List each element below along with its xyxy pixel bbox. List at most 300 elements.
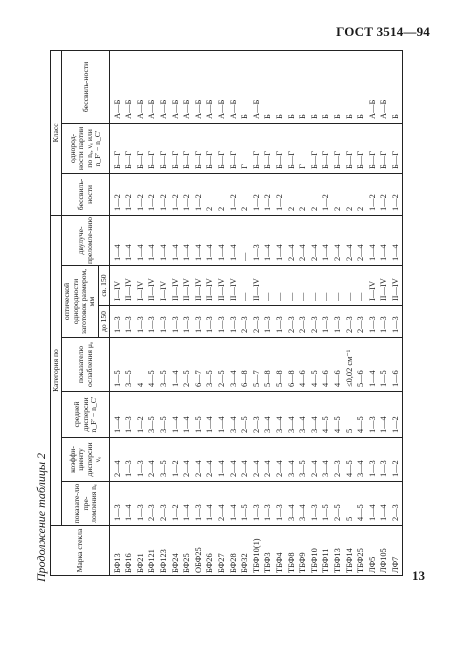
table-cell: II—IV xyxy=(379,266,391,306)
table-cell: — xyxy=(286,266,298,306)
table-cell: Б—Г xyxy=(356,123,368,173)
document-code: ГОСТ 3514—94 xyxy=(336,24,430,39)
table-cell: 1—2 xyxy=(390,438,402,482)
table-cell: 1—4 xyxy=(170,338,182,392)
table-cell: 4—6 xyxy=(332,338,344,392)
col-group-opt-homog: оптической однородности заготовок размером, мм xyxy=(62,266,98,338)
col-header-brand: Марка стекла xyxy=(51,526,110,576)
table-cell: 1—5 xyxy=(321,482,333,526)
table-cell: 1—3 xyxy=(274,482,286,526)
table-cell: 1—4 xyxy=(216,392,228,438)
table-cell: 1—3 xyxy=(321,306,333,338)
table-cell: I—IV xyxy=(135,266,147,306)
table-cell: 1—3 xyxy=(147,306,159,338)
table-cell: 1—2 xyxy=(170,482,182,526)
table-cell: 1—4 xyxy=(379,392,391,438)
table-cell: 2—3 xyxy=(344,306,356,338)
table-cell: А—Б xyxy=(367,50,379,123)
table-cell: Б—Г xyxy=(158,123,170,173)
table-cell: — xyxy=(332,266,344,306)
table-cell: 2—4 xyxy=(274,438,286,482)
table-row xyxy=(240,50,252,575)
table-row xyxy=(170,50,182,575)
table-cell: 1—3 xyxy=(251,215,263,265)
table-cell: 1—2 xyxy=(390,173,402,215)
table-row xyxy=(367,50,379,575)
table-cell: 1—3 xyxy=(135,482,147,526)
glass-category-table xyxy=(50,50,403,576)
table-cell: 2—4 xyxy=(193,438,205,482)
table-cell: 4—6 xyxy=(298,338,310,392)
table-cell: 1—2 xyxy=(263,173,275,215)
table-cell: 2—4 xyxy=(286,215,298,265)
table-cell: 4—5 xyxy=(147,338,159,392)
table-cell: — xyxy=(321,266,333,306)
table-row xyxy=(158,50,170,575)
table-cell: 1—4 xyxy=(205,482,217,526)
table-cell: — xyxy=(240,215,252,265)
table-cell: 1—3 xyxy=(251,482,263,526)
table-cell: 1—2 xyxy=(367,173,379,215)
table-cell: 3—4 xyxy=(228,338,240,392)
col-header-refr-index: показате-лю пре-ломления nₑ xyxy=(62,482,110,526)
table-cell: 1—4 xyxy=(205,392,217,438)
table-cell: 2—3 xyxy=(158,482,170,526)
table-cell: Б xyxy=(274,50,286,123)
table-cell: 1—3 xyxy=(182,306,194,338)
table-cell: II—IV xyxy=(251,266,263,306)
page-number: 13 xyxy=(412,568,425,583)
table-cell: Б—Г xyxy=(110,123,124,173)
table-cell: 1—2 xyxy=(321,173,333,215)
table-cell: 6—8 xyxy=(286,338,298,392)
table-cell: 4 xyxy=(135,338,147,392)
glass-brand-cell: ЛФ7 xyxy=(390,526,402,576)
table-cell: 1—4 xyxy=(147,215,159,265)
glass-brand-cell: БФ25 xyxy=(182,526,194,576)
table-cell: Б—Г xyxy=(193,123,205,173)
glass-brand-cell: БФ28 xyxy=(228,526,240,576)
col-header-attenuation: показателю ослабления μₐ xyxy=(62,338,110,392)
table-row xyxy=(182,50,194,575)
table-cell: — xyxy=(309,266,321,306)
table-cell: 2—4 xyxy=(182,438,194,482)
table-cell: II—IV xyxy=(170,266,182,306)
table-cell: 1—2 xyxy=(274,173,286,215)
table-row xyxy=(390,50,402,575)
col-header-over150: св. 150 xyxy=(98,266,109,306)
glass-brand-cell: БФ26 xyxy=(205,526,217,576)
table-cell: 1—2 xyxy=(170,438,182,482)
table-cell: 2—4 xyxy=(110,438,124,482)
table-cell: 2—4 xyxy=(228,438,240,482)
table-cell: 2 xyxy=(309,173,321,215)
table-cell: 2—4 xyxy=(216,482,228,526)
table-cell: 2—3 xyxy=(356,306,368,338)
table-cell: — xyxy=(274,266,286,306)
table-cell: 1—3 xyxy=(135,438,147,482)
glass-brand-cell: ТБФ11 xyxy=(321,526,333,576)
table-cell: II—IV xyxy=(124,266,136,306)
table-cell: 1—4 xyxy=(110,392,124,438)
table-cell: Г xyxy=(298,123,310,173)
table-cell: А—Б xyxy=(170,50,182,123)
table-cell: А—Б xyxy=(228,50,240,123)
table-cell: — xyxy=(356,266,368,306)
table-row xyxy=(216,50,228,575)
table-cell: 5—8 xyxy=(263,338,275,392)
table-row xyxy=(274,50,286,575)
table-cell: 1—3 xyxy=(158,306,170,338)
table-cell: 2 xyxy=(356,173,368,215)
table-cell: 2—4 xyxy=(356,215,368,265)
glass-brand-cell: ТБФ3 xyxy=(263,526,275,576)
table-cell: II—IV xyxy=(182,266,194,306)
table-cell: 1—3 xyxy=(228,306,240,338)
table-cell: 1—4 xyxy=(216,215,228,265)
table-cell: 3—5 xyxy=(158,338,170,392)
table-cell: 3—5 xyxy=(158,438,170,482)
table-cell: 1—2 xyxy=(379,173,391,215)
table-row xyxy=(332,50,344,575)
table-cell: 1—4 xyxy=(135,215,147,265)
table-cell: А—Б xyxy=(110,50,124,123)
col-header-bubbles-class: бессвиль-ности xyxy=(62,50,110,123)
glass-brand-cell: БФ32 xyxy=(240,526,252,576)
table-cell: 1—4 xyxy=(170,215,182,265)
table-row xyxy=(321,50,333,575)
table-cell: II—IV xyxy=(205,266,217,306)
table-cell: 1—4 xyxy=(367,338,379,392)
glass-brand-cell: БФ24 xyxy=(170,526,182,576)
table-cell: 1—4 xyxy=(228,215,240,265)
table-cell: 1—4 xyxy=(390,215,402,265)
table-cell: 3—4 xyxy=(286,482,298,526)
table-cell: 3—4 xyxy=(298,482,310,526)
table-cell: 2—5 xyxy=(240,392,252,438)
table-cell: I—IV xyxy=(158,266,170,306)
glass-brand-cell: ТБФ13 xyxy=(332,526,344,576)
glass-brand-cell: ТБФ10 xyxy=(309,526,321,576)
table-cell: 2 xyxy=(205,173,217,215)
table-cell: 2—3 xyxy=(251,392,263,438)
glass-brand-cell: ЛФ105 xyxy=(379,526,391,576)
table-cell: А—Б xyxy=(216,50,228,123)
table-row xyxy=(263,50,275,575)
table-row xyxy=(110,50,124,575)
glass-brand-cell: ТБФ9 xyxy=(298,526,310,576)
table-cell: 1—2 xyxy=(182,173,194,215)
col-header-birefringence: двулуче-преломле-нию xyxy=(62,215,110,265)
table-cell: 1—4 xyxy=(182,482,194,526)
table-cell: 1—2 xyxy=(251,173,263,215)
table-cell: 1—3 xyxy=(263,306,275,338)
table-cell: 3—5 xyxy=(298,438,310,482)
table-cell: 3—4 xyxy=(286,392,298,438)
table-cell: 1—4 xyxy=(170,392,182,438)
table-cell: 1—2 xyxy=(124,173,136,215)
table-row xyxy=(124,50,136,575)
table-cell: 2—3 xyxy=(286,306,298,338)
table-cell: 4—5 xyxy=(321,392,333,438)
glass-brand-cell: ТБФ25 xyxy=(356,526,368,576)
table-cell: 3—5 xyxy=(205,338,217,392)
table-cell: 2 xyxy=(332,173,344,215)
table-cell: 1—3 xyxy=(367,438,379,482)
table-cell: Б—Г xyxy=(124,123,136,173)
table-cell: 1—4 xyxy=(124,482,136,526)
table-cell: 2—4 xyxy=(309,215,321,265)
table-cell: Б—Г xyxy=(182,123,194,173)
table-cell: Б—Г xyxy=(135,123,147,173)
table-cell: Г xyxy=(240,123,252,173)
table-cell: 3—4 xyxy=(263,392,275,438)
table-cell: 4—5 xyxy=(356,482,368,526)
table-cell: А—Б xyxy=(147,50,159,123)
table-cell: Б xyxy=(298,50,310,123)
table-row xyxy=(379,50,391,575)
table-cell: А—Б xyxy=(124,50,136,123)
table-cell: Б—Г xyxy=(379,123,391,173)
col-header-mean-disp: средней дисперсии n_F′ − n_C′ xyxy=(62,392,110,438)
table-cell: 1—4 xyxy=(321,215,333,265)
table-cell: 1—5 xyxy=(379,338,391,392)
table-cell: 1—4 xyxy=(158,215,170,265)
table-cell: 2—4 xyxy=(309,438,321,482)
table-cell: 1—4 xyxy=(379,215,391,265)
table-cell: А—Б xyxy=(193,50,205,123)
table-continuation-caption: Продолжение таблицы 2 xyxy=(34,452,48,582)
table-cell: 1—4 xyxy=(228,482,240,526)
table-row xyxy=(309,50,321,575)
table-cell: 3—5 xyxy=(158,392,170,438)
table-cell: Б xyxy=(263,50,275,123)
table-cell: 3—5 xyxy=(124,338,136,392)
table-cell: 1—2 xyxy=(170,173,182,215)
table-cell: 1—3 xyxy=(216,306,228,338)
glass-brand-cell: БФ13 xyxy=(110,526,124,576)
table-cell: 1—5 xyxy=(110,338,124,392)
table-row xyxy=(286,50,298,575)
table-cell: — xyxy=(344,266,356,306)
table-cell: 2 xyxy=(344,173,356,215)
table-cell: 1—4 xyxy=(193,215,205,265)
table-cell: 1—3 xyxy=(110,306,124,338)
table-cell: 2—4 xyxy=(251,438,263,482)
table-cell: 1—4 xyxy=(263,215,275,265)
table-cell: — xyxy=(263,266,275,306)
table-cell: 5—6 xyxy=(356,338,368,392)
table-cell: 1—3 xyxy=(124,306,136,338)
table-row xyxy=(298,50,310,575)
table-cell: 1—2 xyxy=(193,173,205,215)
table-cell: II—IV xyxy=(147,266,159,306)
glass-brand-cell: ТБФ14 xyxy=(344,526,356,576)
table-cell: 1—4 xyxy=(124,215,136,265)
table-cell: Б xyxy=(332,50,344,123)
table-cell: 1—2 xyxy=(135,392,147,438)
table-cell: 1—5 xyxy=(240,482,252,526)
table-cell: 1—3 xyxy=(124,438,136,482)
table-cell: 2 xyxy=(286,173,298,215)
table-cell: 5—8 xyxy=(274,338,286,392)
table-cell: 4—5 xyxy=(344,438,356,482)
table-cell: 1—3 xyxy=(110,482,124,526)
table-cell: 2—5 xyxy=(216,338,228,392)
table-cell: 1—3 xyxy=(170,306,182,338)
table-cell: Б—Г xyxy=(216,123,228,173)
table-cell: 2—3 xyxy=(251,306,263,338)
table-cell: Б xyxy=(321,50,333,123)
table-cell: 1—4 xyxy=(182,215,194,265)
table-cell: 1—4 xyxy=(367,215,379,265)
table-cell: 2—5 xyxy=(182,338,194,392)
col-header-bubbles: бессвиль-ности xyxy=(62,173,110,215)
table-cell: 1—2 xyxy=(135,173,147,215)
table-row xyxy=(135,50,147,575)
glass-brand-cell: ТБФ4 xyxy=(274,526,286,576)
table-cell: Б—Г xyxy=(344,123,356,173)
table-cell: 1—3 xyxy=(332,306,344,338)
glass-brand-cell: БФ123 xyxy=(158,526,170,576)
table-cell: 2—4 xyxy=(344,215,356,265)
table-cell: Б—Г xyxy=(263,123,275,173)
table-row xyxy=(356,50,368,575)
table-cell: 3—5 xyxy=(147,392,159,438)
table-cell: Б—Г xyxy=(205,123,217,173)
table-cell: А—Б xyxy=(205,50,217,123)
table-cell: 1—4 xyxy=(367,482,379,526)
table-cell: 2—3 xyxy=(147,482,159,526)
table-cell: 4—5 xyxy=(332,392,344,438)
table-cell: 5 xyxy=(344,392,356,438)
table-cell: А—Б xyxy=(158,50,170,123)
table-cell: 2 xyxy=(298,173,310,215)
table-cell: 1—3 xyxy=(379,438,391,482)
table-cell: 4—5 xyxy=(309,338,321,392)
table-cell: 6—7 xyxy=(193,338,205,392)
table-cell: 1—3 xyxy=(367,306,379,338)
table-cell: 1—3 xyxy=(367,392,379,438)
table-cell: 1—3 xyxy=(263,482,275,526)
table-cell: 3—4 xyxy=(286,438,298,482)
table-cell: 1—4 xyxy=(379,482,391,526)
table-cell: 1—3 xyxy=(205,306,217,338)
table-cell: I—IV xyxy=(367,266,379,306)
table-cell: 1—4 xyxy=(216,438,228,482)
table-cell: Б—Г xyxy=(286,123,298,173)
table-cell: II—IV xyxy=(193,266,205,306)
table-cell: 5 xyxy=(344,482,356,526)
table-cell: А—Б xyxy=(379,50,391,123)
table-cell: 1—5 xyxy=(193,392,205,438)
table-cell: 1—4 xyxy=(274,215,286,265)
table-cell: Б xyxy=(309,50,321,123)
table-cell: 4—5 xyxy=(356,392,368,438)
table-cell: II—IV xyxy=(228,266,240,306)
glass-brand-cell: ТБФ10(1) xyxy=(251,526,263,576)
table-cell: 3—4 xyxy=(309,392,321,438)
table-cell: 2—3 xyxy=(332,438,344,482)
table-row xyxy=(251,50,263,575)
glass-brand-cell: ТБФ8 xyxy=(286,526,298,576)
table-cell: II—IV xyxy=(390,266,402,306)
table-cell: 2 xyxy=(240,173,252,215)
table-cell: 3—4 xyxy=(274,392,286,438)
table-cell: 2—3 xyxy=(390,482,402,526)
table-cell: 6—8 xyxy=(240,338,252,392)
table-cell: 2—4 xyxy=(332,215,344,265)
glass-brand-cell: БФ27 xyxy=(216,526,228,576)
glass-brand-cell: ОБФ25 xyxy=(193,526,205,576)
table-cell: 1—3 xyxy=(124,392,136,438)
table-cell: Б xyxy=(240,50,252,123)
col-header-up150: до 150 xyxy=(98,306,109,338)
table-cell: 1—6 xyxy=(390,338,402,392)
table-cell: 1—2 xyxy=(228,173,240,215)
table-cell: Б xyxy=(286,50,298,123)
table-cell: 1—3 xyxy=(379,306,391,338)
table-cell: 2—5 xyxy=(332,482,344,526)
table-cell: Б—Г xyxy=(274,123,286,173)
table-cell: 2—4 xyxy=(298,215,310,265)
col-header-disp-coef: коэффи-циенту дисперсии νₑ xyxy=(62,438,110,482)
table-cell: 1—3 xyxy=(193,482,205,526)
table-cell: 1—4 xyxy=(182,392,194,438)
table-cell: I—IV xyxy=(110,266,124,306)
table-cell: 1—3 xyxy=(390,306,402,338)
table-cell: — xyxy=(240,266,252,306)
table-cell: 2—3 xyxy=(309,306,321,338)
table-cell: Б—Г xyxy=(367,123,379,173)
table-cell: 2—3 xyxy=(298,306,310,338)
table-cell: Б—Г xyxy=(332,123,344,173)
table-cell: Б—Г xyxy=(251,123,263,173)
table-cell: А—Б xyxy=(251,50,263,123)
table-cell: Б—Г xyxy=(390,123,402,173)
table-cell: Б xyxy=(344,50,356,123)
table-cell: 1—4 xyxy=(205,215,217,265)
table-cell: А—Б xyxy=(135,50,147,123)
table-cell: 2—4 xyxy=(147,438,159,482)
table-cell: 3—4 xyxy=(298,392,310,438)
glass-brand-cell: ЛФ5 xyxy=(367,526,379,576)
table-cell: 1—3 xyxy=(135,306,147,338)
table-body xyxy=(110,50,403,575)
glass-brand-cell: БФ121 xyxy=(147,526,159,576)
table-cell: Б xyxy=(390,50,402,123)
table-cell: 3—4 xyxy=(356,438,368,482)
table-row xyxy=(344,50,356,575)
table-cell: Б xyxy=(356,50,368,123)
table-cell: 1—4 xyxy=(110,215,124,265)
table-cell: 1—2 xyxy=(147,173,159,215)
table-row xyxy=(228,50,240,575)
table-row xyxy=(147,50,159,575)
table-cell: 1—3 xyxy=(193,306,205,338)
table-cell: Б—Г xyxy=(321,123,333,173)
table-cell: 3—4 xyxy=(321,438,333,482)
col-header-homog-class: однород-ности партии по nₑ, νₑ или n_F′ − n_C′ xyxy=(62,123,110,173)
table-cell: 2—4 xyxy=(205,438,217,482)
glass-brand-cell: БФ16 xyxy=(124,526,136,576)
rotated-table-container xyxy=(50,51,437,576)
table-cell: II—IV xyxy=(216,266,228,306)
table-row xyxy=(205,50,217,575)
table-cell: 2 xyxy=(216,173,228,215)
table-cell: 3—4 xyxy=(228,392,240,438)
table-cell: — xyxy=(298,266,310,306)
